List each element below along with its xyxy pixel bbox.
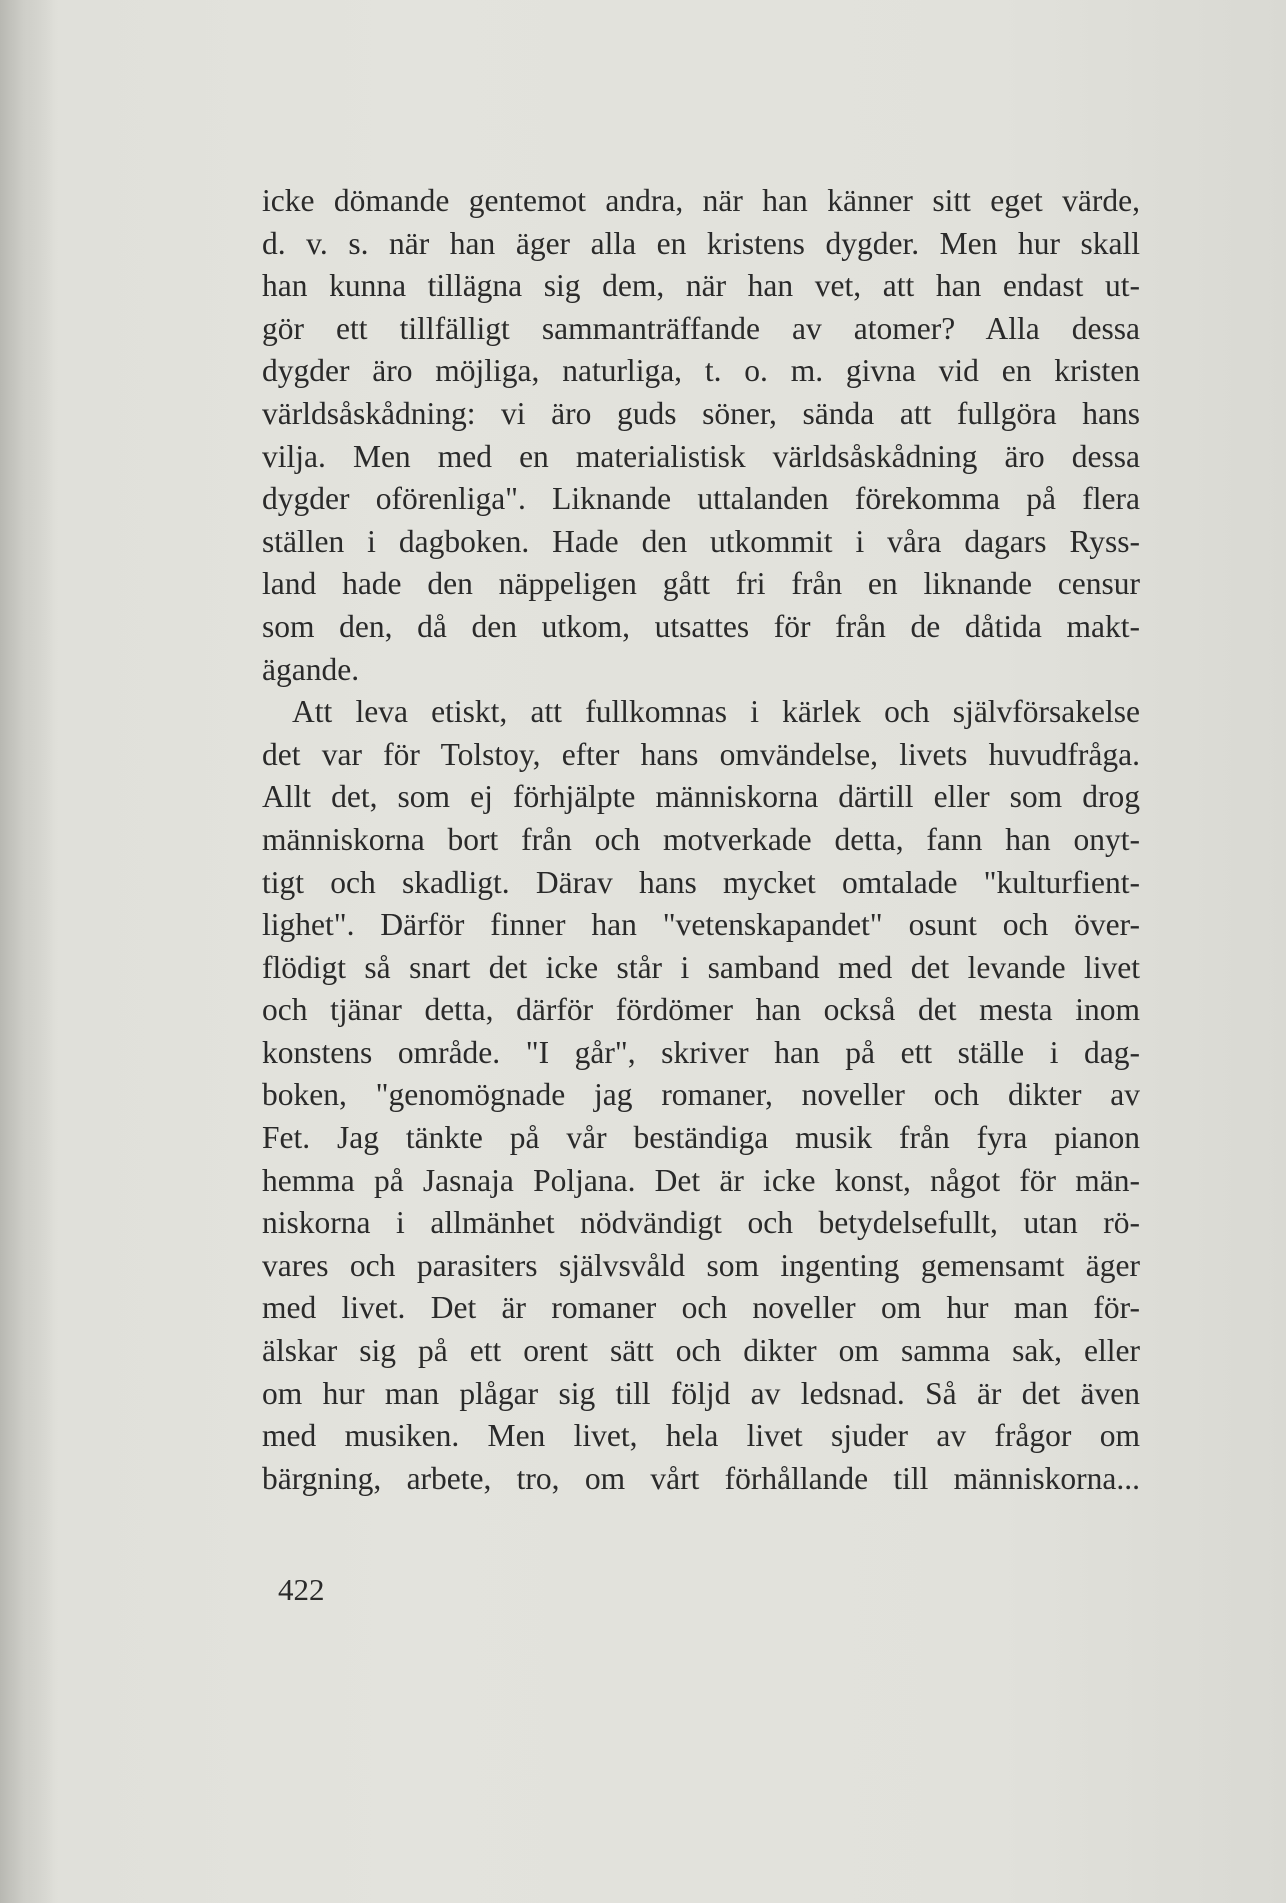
text-line: och tjänar detta, därför fördömer han också det mesta inom — [262, 992, 1140, 1028]
text-line: bärgning, arbete, tro, om vårt förhållande till människorna... — [262, 1460, 1140, 1496]
text-line: ägande. — [262, 651, 360, 687]
text-line: människorna bort från och motverkade detta, fann han onyt- — [262, 821, 1140, 857]
text-line: vares och parasiters självsvåld som ingenting gemensamt äger — [262, 1247, 1140, 1283]
text-line: d. v. s. när han äger alla en kristens dygder. Men hur skall — [262, 225, 1140, 261]
text-line: boken, "genomögnade jag romaner, noveller och dikter av — [262, 1077, 1140, 1113]
text-line: tigt och skadligt. Därav hans mycket omtalade "kulturfient- — [262, 864, 1140, 900]
paragraph-1 — [262, 180, 1140, 691]
body-text — [262, 180, 1140, 1500]
text-line: det var för Tolstoy, efter hans omvändelse, livets huvudfråga. — [262, 736, 1140, 772]
text-line: världsåskådning: vi äro guds söner, sända att fullgöra hans — [262, 395, 1140, 431]
page-gutter-shadow — [0, 0, 55, 1903]
text-line: dygder äro möjliga, naturliga, t. o. m. givna vid en kristen — [262, 353, 1140, 389]
paragraph-2 — [262, 691, 1140, 1500]
text-line: som den, då den utkom, utsattes för från de dåtida makt- — [262, 608, 1140, 644]
text-line: ställen i dagboken. Hade den utkommit i våra dagars Ryss- — [262, 523, 1140, 559]
text-line: gör ett tillfälligt sammanträffande av atomer? Alla dessa — [262, 310, 1140, 346]
text-line: dygder oförenliga". Liknande uttalanden förekomma på flera — [262, 481, 1140, 517]
text-line: med musiken. Men livet, hela livet sjuder av frågor om — [262, 1418, 1140, 1454]
text-line: land hade den näppeligen gått fri från en liknande censur — [262, 566, 1140, 602]
text-line: Allt det, som ej förhjälpte människorna därtill eller som drog — [262, 779, 1140, 815]
page-number: 422 — [278, 1572, 325, 1607]
text-line: han kunna tillägna sig dem, när han vet, att han endast ut- — [262, 268, 1140, 304]
text-line: niskorna i allmänhet nödvändigt och betydelsefullt, utan rö- — [262, 1205, 1140, 1241]
text-line: Att leva etiskt, att fullkomnas i kärlek och självförsakelse — [292, 694, 1140, 730]
text-line: vilja. Men med en materialistisk världsåskådning äro dessa — [262, 438, 1140, 474]
text-line: Fet. Jag tänkte på vår beständiga musik från fyra pianon — [262, 1120, 1140, 1156]
text-line: om hur man plågar sig till följd av ledsnad. Så är det även — [262, 1375, 1140, 1411]
text-line: lighet". Därför finner han "vetenskapandet" osunt och över- — [262, 907, 1140, 943]
text-line: hemma på Jasnaja Poljana. Det är icke konst, något för män- — [262, 1162, 1140, 1198]
text-line: icke dömande gentemot andra, när han känner sitt eget värde, — [262, 183, 1140, 218]
text-line: med livet. Det är romaner och noveller om hur man för- — [262, 1290, 1140, 1326]
text-line: flödigt så snart det icke står i samband med det levande livet — [262, 949, 1140, 985]
text-line: älskar sig på ett orent sätt och dikter om samma sak, eller — [262, 1333, 1140, 1369]
text-line: konstens område. "I går", skriver han på ett ställe i dag- — [262, 1034, 1140, 1070]
